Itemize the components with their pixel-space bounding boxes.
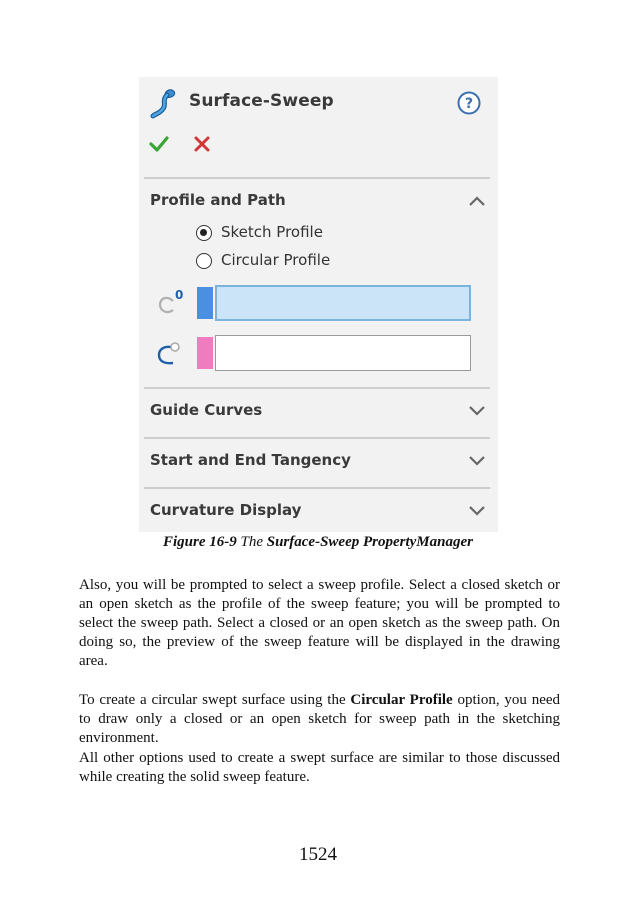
sweep-feature-icon: [149, 87, 179, 119]
svg-text:?: ?: [464, 96, 474, 112]
radio-label: Circular Profile: [221, 251, 331, 269]
chevron-down-icon[interactable]: [467, 453, 487, 467]
surface-sweep-propertymanager: [139, 77, 498, 532]
body-paragraph-2: [79, 691, 560, 748]
chevron-down-icon[interactable]: [467, 503, 487, 517]
figure-number: Figure 16-9: [162, 534, 237, 550]
caption-name: Surface-Sweep PropertyManager: [266, 534, 473, 550]
cancel-x-icon[interactable]: [193, 135, 211, 153]
radio-button[interactable]: [196, 253, 212, 269]
chevron-up-icon[interactable]: [467, 194, 487, 208]
radio-button-selected[interactable]: [196, 225, 212, 241]
p2-start: To create a circular swept surface using the: [79, 692, 346, 708]
section-divider: [144, 387, 490, 389]
ok-check-icon[interactable]: [149, 135, 169, 153]
section-curvature-display[interactable]: Curvature Display: [150, 501, 302, 519]
profile-color-swatch: [197, 287, 213, 319]
p2-bold: Circular Profile: [350, 692, 453, 708]
section-start-end-tangency[interactable]: Start and End Tangency: [150, 451, 351, 469]
radio-label: Sketch Profile: [221, 223, 323, 241]
chevron-down-icon[interactable]: [467, 403, 487, 417]
profile-marker: 0: [175, 288, 184, 302]
profile-selection-box[interactable]: [215, 285, 471, 321]
figure-caption: [0, 534, 636, 551]
section-divider: [144, 177, 490, 179]
path-icon: [151, 337, 185, 369]
pm-title: Surface-Sweep: [189, 91, 334, 111]
body-paragraph-1: Also, you will be prompted to select a sweep profile. Select a closed sketch or an open sketch as the profile of the sweep feature; you will be prompted to select the sweep path. Select a closed or an open sketch as the sweep path. On doing so, the preview of the sweep feature will be displayed in the drawing area.: [79, 577, 560, 669]
section-divider: [144, 437, 490, 439]
caption-the: The: [240, 534, 263, 550]
help-icon[interactable]: [457, 91, 481, 115]
section-profile-and-path[interactable]: Profile and Path: [150, 191, 286, 209]
path-selection-box[interactable]: [215, 335, 471, 371]
section-divider: [144, 487, 490, 489]
pm-header: [139, 77, 498, 177]
path-color-swatch: [197, 337, 213, 369]
profile-icon: [151, 287, 185, 319]
section-guide-curves[interactable]: Guide Curves: [150, 401, 263, 419]
page-number: 1524: [299, 844, 337, 865]
body-paragraph-3: All other options used to create a swept surface are similar to those discussed while creating the solid sweep feature.: [79, 750, 560, 785]
p2-end: option, you need to draw only a closed or an open sketch for sweep path in the sketching environment.: [79, 692, 561, 746]
